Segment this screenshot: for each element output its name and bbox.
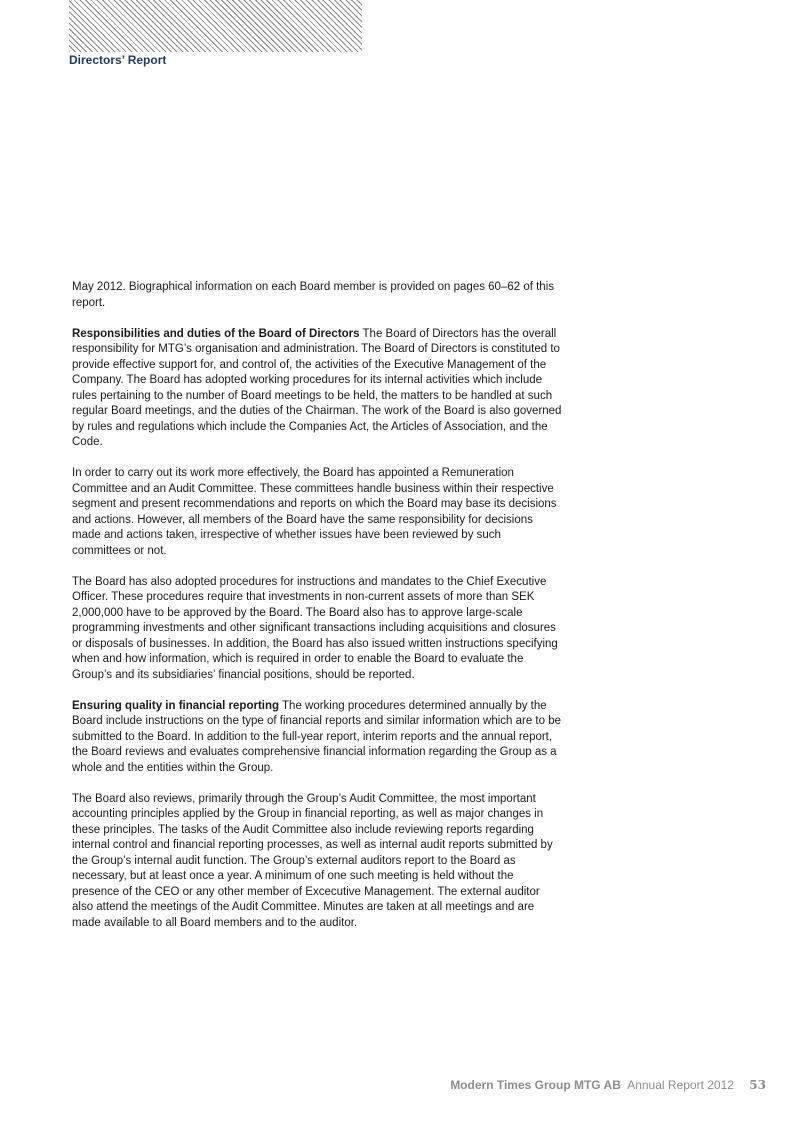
footer-report-title: Annual Report 2012: [627, 1078, 734, 1092]
section-title: Directors’ Report: [69, 53, 167, 67]
page-number: 53: [749, 1078, 766, 1092]
responsibilities-text: The Board of Directors has the overall responsibility for MTG’s organisation and administration. The Board of Directors is constituted to provide effective support for, and control of, the activities of the Executive Management of the Company. The Board has adopted working procedures for its internal activities which include rules pertaining to the number of Board meetings to be held, the matters to be handled at such regular Board meetings, and the duties of the Chairman. The work of the Board is also governed by rules and regulations which include the Companies Act, the Articles of Association, and the Code.: [72, 327, 562, 448]
paragraph-financial-reporting: [72, 699, 562, 777]
footer-company: Modern Times Group MTG AB: [450, 1078, 621, 1092]
financial-reporting-text: The working procedures determined annually by the Board include instructions on the type of financial reports and similar information which are to be submitted to the Board. In addition to the full-year report, interim reports and the annual report, the Board reviews and evaluates comprehensive financial information regarding the Group as a whole and the entities within the Group.: [72, 699, 562, 774]
paragraph-biographical: May 2012. Biographical information on each Board member is provided on pages 60–62 of this report.: [72, 281, 555, 309]
paragraph-committees: In order to carry out its work more effectively, the Board has appointed a Remuneration Committee and an Audit Committee. These committees handle business within their respective segment and present recommendations and reports on which the Board may base its decisions and actions. However, all members of the Board have the same responsibility for decisions made and actions taken, irrespective of whether issues have been reviewed by such committees or not.: [72, 467, 557, 557]
financial-reporting-heading: Ensuring quality in financial reporting: [72, 699, 280, 712]
responsibilities-heading: Responsibilities and duties of the Board of Directors: [72, 327, 360, 340]
page-footer: [450, 1078, 766, 1092]
paragraph-responsibilities: [72, 327, 562, 451]
header-hatch-pattern: [69, 0, 362, 52]
paragraph-audit-committee: The Board also reviews, primarily through the Group’s Audit Committee, the most important accounting principles applied by the Group in financial reporting, as well as major changes in these principles. The tasks of the Audit Committee also include reviewing reports regarding internal control and financial reporting processes, as well as internal audit reports submitted by the Group’s internal audit function. The Group’s external auditors report to the Board as necessary, but at least once a year. A minimum of one such meeting is held without the presence of the CEO or any other member of Excecutive Management. The external auditor also attend the meetings of the Audit Committee. Minutes are taken at all meetings and are made available to all Board members and to the auditor.: [72, 792, 553, 929]
paragraph-ceo-procedures: The Board has also adopted procedures for instructions and mandates to the Chief Executive Officer. These procedures require that investments in non-current assets of more than SEK 2,000,000 have to be approved by the Board. The Board also has to approve large-scale programming investments and other significant transactions including acquisitions and closures or disposals of businesses. In addition, the Board has also issued written instructions specifying when and how information, which is required in order to enable the Board to evaluate the Group’s and its subsidiaries’ financial positions, should be reported.: [72, 575, 558, 681]
report-body: [72, 280, 562, 947]
